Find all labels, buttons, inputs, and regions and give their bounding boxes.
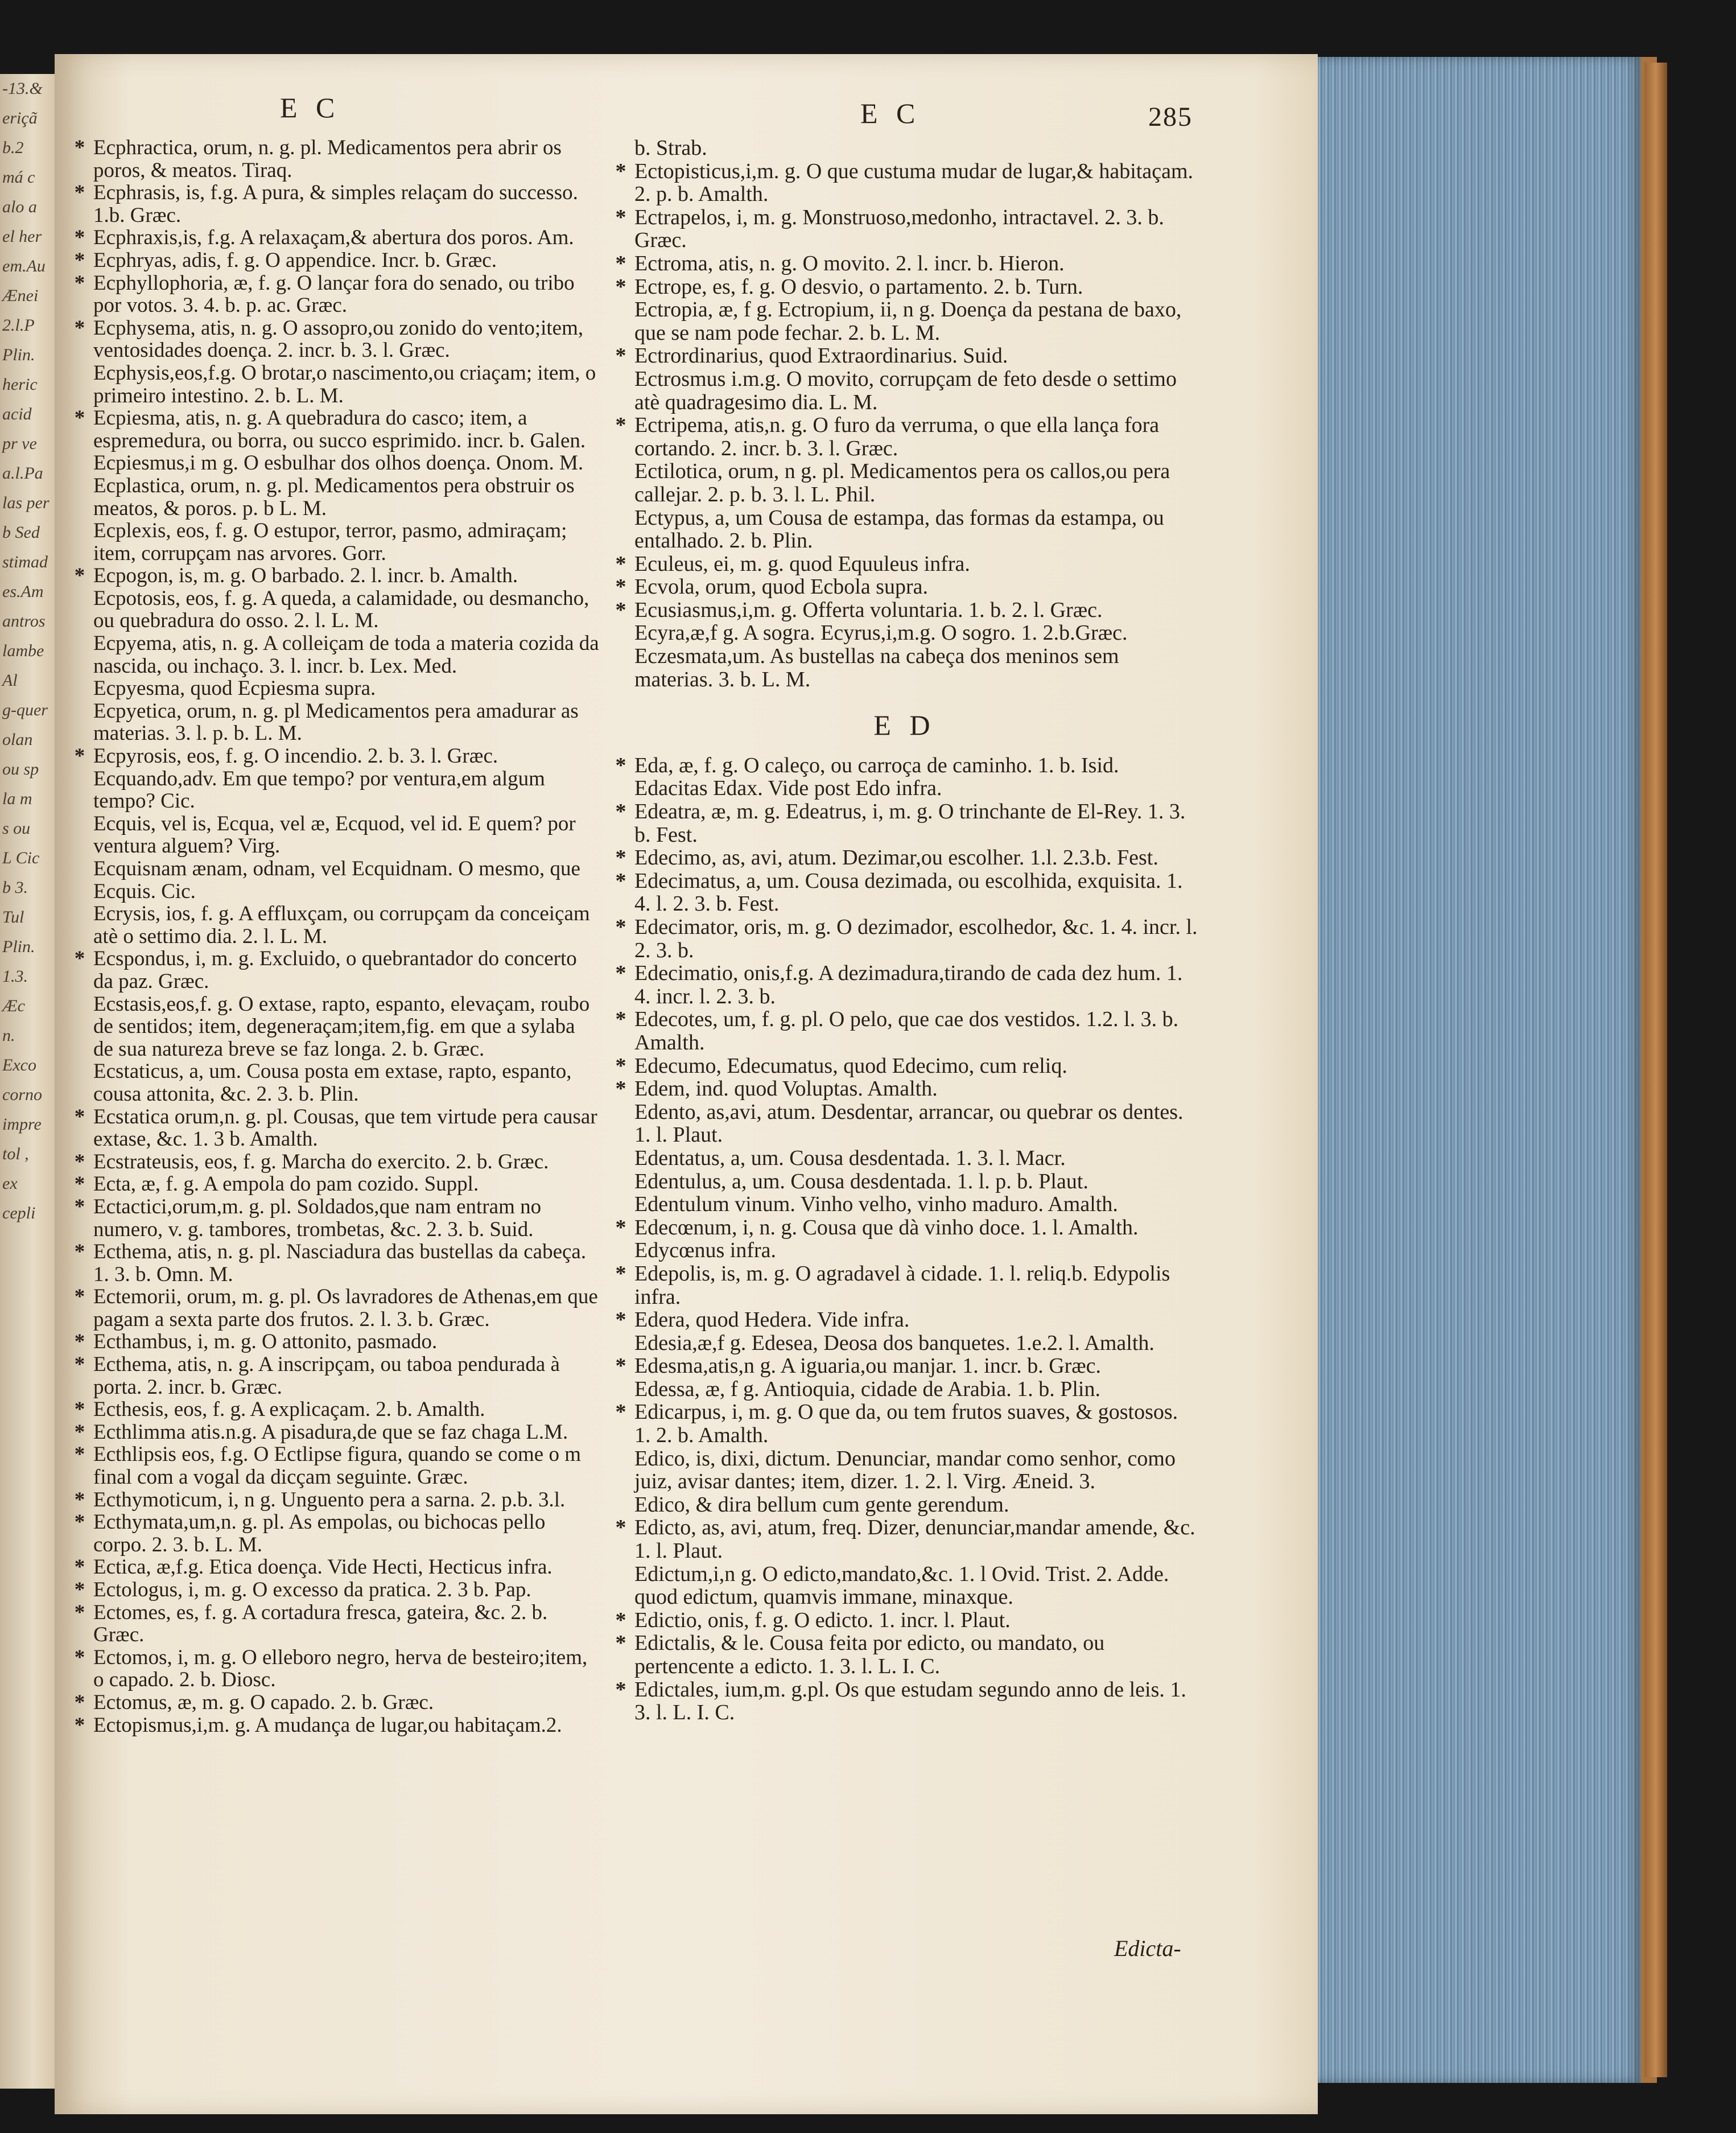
asterisk-mark: * <box>74 1713 85 1737</box>
dictionary-entry <box>71 137 600 182</box>
asterisk-mark: * <box>74 316 85 340</box>
entry-text: Edictales, ium,m. g.pl. Os que estudam segundo anno de leis. 1. 3. l. L. I. C. <box>634 1677 1186 1725</box>
asterisk-mark: * <box>615 274 626 299</box>
dictionary-entry <box>612 1493 1198 1517</box>
asterisk-mark: * <box>615 598 626 622</box>
asterisk-mark: * <box>74 226 85 250</box>
entry-text: Ecphraxis,is, f.g. A relaxaçam,& abertura dos poros. Am. <box>93 226 574 250</box>
asterisk-mark: * <box>615 1631 626 1656</box>
entry-text: Ectypus, a, um Cousa de estampa, das formas da estampa, ou entalhado. 2. b. Plin. <box>634 505 1164 553</box>
previous-page-fragment: corno <box>2 1085 42 1104</box>
entry-text: Ecphysema, atis, n. g. O assopro,ou zonido do vento;item, ventosidades doença. 2. incr. b. 3. l. Græc. <box>93 316 584 363</box>
asterisk-mark: * <box>615 753 626 777</box>
dictionary-entry <box>612 160 1198 206</box>
previous-page-fragment: Æc <box>2 997 25 1015</box>
previous-page-fragment: olan <box>2 730 33 749</box>
entry-text: Ecquis, vel is, Ecqua, vel æ, Ecquod, vel id. E quem? por ventura alguem? Virg. <box>93 812 576 858</box>
dictionary-entry <box>612 460 1198 506</box>
asterisk-mark: * <box>74 181 85 205</box>
dictionary-entry <box>612 1216 1198 1262</box>
asterisk-mark: * <box>74 947 85 971</box>
section-heading-ed: E D <box>873 709 936 742</box>
right-column <box>612 137 1198 1724</box>
dictionary-entry <box>612 1008 1198 1054</box>
asterisk-mark: * <box>74 1600 85 1624</box>
dictionary-entry <box>612 275 1198 299</box>
dictionary-entry <box>71 362 600 407</box>
entry-text: Edentulus, a, um. Cousa desdentada. 1. l. p. b. Plaut. <box>634 1169 1088 1193</box>
asterisk-mark: * <box>615 1053 626 1078</box>
entry-text: Edentulum vinum. Vinho velho, vinho maduro. Amalth. <box>634 1192 1118 1217</box>
entry-text: Ecthymata,um,n. g. pl. As empolas, ou bichocas pello corpo. 2. 3. b. L. M. <box>93 1510 546 1556</box>
dictionary-entry <box>71 1646 600 1691</box>
previous-page-fragment: tol , <box>2 1144 29 1163</box>
entry-text: Edicto, as, avi, atum, freq. Dizer, denunciar,mandar amende, &c. 1. l. Plaut. <box>634 1516 1195 1563</box>
asterisk-mark: * <box>74 1690 85 1714</box>
dictionary-entry <box>612 1147 1198 1170</box>
dictionary-entry <box>612 846 1198 870</box>
dictionary-entry <box>71 1196 600 1241</box>
entry-text: Edictum,i,n g. O edicto,mandato,&c. 1. l Ovid. Trist. 2. Adde. quod edictum, quamvis immane, minaxque. <box>634 1562 1169 1609</box>
entry-text: Ecphryas, adis, f. g. O appendice. Incr. b. Græc. <box>93 248 497 272</box>
entry-text: Ectopismus,i,m. g. A mudança de lugar,ou habitaçam.2. <box>93 1713 562 1737</box>
catchword: Edicta- <box>1114 1936 1181 1961</box>
entry-text: Edera, quod Hedera. Vide infra. <box>634 1308 910 1332</box>
entry-text: Ectica, æ,f.g. Etica doença. Vide Hecti, Hecticus infra. <box>93 1555 552 1579</box>
entry-text: Ectactici,orum,m. g. pl. Soldados,que nam entram no numero, v. g. tambores, trombetas, &c. 2. 3. b. Suid. <box>93 1195 542 1241</box>
previous-page-fragment: s ou <box>2 819 31 838</box>
dictionary-entry <box>612 1354 1198 1378</box>
entry-text: Ecphractica, orum, n. g. pl. Medicamentos pera abrir os poros, & meatos. Tiraq. <box>93 136 562 182</box>
dictionary-entry <box>71 182 600 227</box>
dictionary-entry <box>71 677 600 700</box>
entry-text: Ecpyrosis, eos, f. g. O incendio. 2. b. 3. l. Græc. <box>93 744 498 768</box>
dictionary-entry <box>612 344 1198 368</box>
previous-page-fragment: cepli <box>2 1204 36 1222</box>
dictionary-entry <box>612 1101 1198 1147</box>
dictionary-entry <box>612 916 1198 962</box>
entry-text: Ectilotica, orum, n g. pl. Medicamentos pera os callos,ou pera callejar. 2. p. b. 3. l. L. Phil. <box>634 459 1170 507</box>
entry-text: Ecquando,adv. Em que tempo? por ventura,em algum tempo? Cic. <box>93 767 545 813</box>
entry-text: Ecrysis, ios, f. g. A effluxçam, ou corrupçam da conceiçam atè o settimo dia. 2. l. L. M. <box>93 902 590 948</box>
entry-text: Ectologus, i, m. g. O excesso da pratica. 2. 3 b. Pap. <box>93 1578 531 1601</box>
page-number: 285 <box>1148 102 1193 132</box>
asterisk-mark: * <box>615 1608 626 1632</box>
entry-text: Ecstasis,eos,f. g. O extase, rapto, espanto, elevaçam, roubo de sentidos; item, degeneraçam;item,fig. em que a sylaba de sua natureza breve se faz longa. 2. b. Græc. <box>93 992 590 1061</box>
previous-page-fragment: ex <box>2 1174 18 1193</box>
entry-text: Ecstaticus, a, um. Cousa posta em extase, rapto, espanto, cousa attonita, &c. 2. 3. b. Plin. <box>93 1060 572 1106</box>
entry-text: Ectrosmus i.m.g. O movito, corrupçam de feto desde o settimo atè quadragesimo dia. L. M. <box>634 367 1177 414</box>
asterisk-mark: * <box>74 1645 85 1669</box>
dictionary-entry <box>612 252 1198 275</box>
entry-text: Ecthymoticum, i, n g. Unguento pera a sarna. 2. p.b. 3.l. <box>93 1488 566 1512</box>
dictionary-entry <box>71 520 600 565</box>
entry-text: Ecstrateusis, eos, f. g. Marcha do exercito. 2. b. Græc. <box>93 1150 549 1173</box>
asterisk-mark: * <box>615 1261 626 1286</box>
asterisk-mark: * <box>74 406 85 430</box>
dictionary-entry <box>612 206 1198 252</box>
dictionary-entry <box>612 1170 1198 1193</box>
dictionary-entry <box>71 1286 600 1331</box>
dictionary-entry <box>612 298 1198 344</box>
entry-text: Eculeus, ei, m. g. quod Equuleus infra. <box>634 551 970 576</box>
entry-text: Edictalis, & le. Cousa feita por edicto, ou mandato, ou pertencente a edicto. 1. 3. l. L. I. C. <box>634 1631 1105 1678</box>
dictionary-entry <box>71 452 600 475</box>
entry-text: Ecpiesmus,i m g. O esbulhar dos olhos doença. Onom. M. <box>93 451 584 475</box>
asterisk-mark: * <box>74 1420 85 1444</box>
entry-text: Edicarpus, i, m. g. O que da, ou tem frutos suaves, & gostosos. 1. 2. b. Amalth. <box>634 1400 1178 1448</box>
dictionary-entry <box>612 1678 1198 1724</box>
left-column <box>71 137 600 1736</box>
dictionary-entry <box>612 507 1198 553</box>
asterisk-mark: * <box>74 1172 85 1196</box>
dictionary-entry <box>71 700 600 745</box>
dictionary-entry <box>71 948 600 993</box>
entry-text: Ecpyema, atis, n. g. A colleiçam de toda a materia cozida da nascida, ou inchaço. 3. l. incr. b. Lex. Med. <box>93 632 599 678</box>
entry-text: Edem, ind. quod Voluptas. Amalth. <box>634 1077 938 1101</box>
asterisk-mark: * <box>615 1308 626 1332</box>
previous-page-fragment: lambe <box>2 641 44 660</box>
dictionary-entry <box>612 1055 1198 1078</box>
dictionary-entry <box>71 1556 600 1579</box>
entry-text: Ectroma, atis, n. g. O movito. 2. l. incr. b. Hieron. <box>634 251 1065 275</box>
dictionary-entry <box>612 1609 1198 1632</box>
asterisk-mark: * <box>74 1488 85 1512</box>
previous-page-fragment: b Sed <box>2 523 40 542</box>
dictionary-entry <box>71 1421 600 1444</box>
entry-text: Ectripema, atis,n. g. O furo da verruma, o que ella lança fora cortando. 2. incr. b. 3. l. Græc. <box>634 413 1160 460</box>
ed-entries <box>612 754 1198 1724</box>
asterisk-mark: * <box>74 1105 85 1129</box>
entry-text: Edeatra, æ, m. g. Edeatrus, i, m. g. O trinchante de El-Rey. 1. 3. b. Fest. <box>634 800 1186 847</box>
ec-entries <box>612 137 1198 691</box>
dictionary-entry <box>612 1308 1198 1332</box>
dictionary-entry <box>612 870 1198 916</box>
asterisk-mark: * <box>615 800 626 824</box>
entry-text: Ecphysis,eos,f.g. O brotar,o nascimento,ou criaçam; item, o primeiro intestino. 2. b. L. M. <box>93 361 596 407</box>
asterisk-mark: * <box>615 1077 626 1101</box>
dictionary-entry <box>71 1714 600 1737</box>
previous-page-fragment: impre <box>2 1115 42 1134</box>
previous-page-fragment: L Cic <box>2 849 40 867</box>
dictionary-entry <box>71 565 600 587</box>
asterisk-mark: * <box>615 868 626 893</box>
dictionary-entry <box>612 414 1198 460</box>
dictionary-entry <box>71 858 600 903</box>
asterisk-mark: * <box>615 159 626 183</box>
asterisk-mark: * <box>615 344 626 368</box>
asterisk-mark: * <box>615 575 626 599</box>
previous-page-fragment: 1.3. <box>2 967 28 986</box>
dictionary-entry <box>612 553 1198 576</box>
entry-text: Ecplexis, eos, f. g. O estupor, terror, pasmo, admiraçam; item, corrupçam nas arvores. Gorr. <box>93 519 567 565</box>
entry-text: Ectopisticus,i,m. g. O que custuma mudar de lugar,& habitaçam. 2. p. b. Amalth. <box>634 159 1194 207</box>
entry-text: Ecthambus, i, m. g. O attonito, pasmado. <box>93 1330 438 1354</box>
entry-text: Ectrapelos, i, m. g. Monstruoso,medonho, intractavel. 2. 3. b. Græc. <box>634 205 1164 253</box>
asterisk-mark: * <box>615 1215 626 1240</box>
entry-text: Ecvola, orum, quod Ecbola supra. <box>634 575 929 599</box>
entry-text: Ecstatica orum,n. g. pl. Cousas, que tem virtude pera causar extase, &c. 1. 3 b. Amalth. <box>93 1105 597 1151</box>
asterisk-mark: * <box>74 248 85 272</box>
entry-text: Edictio, onis, f. g. O edicto. 1. incr. l. Plaut. <box>634 1608 1011 1632</box>
dictionary-entry <box>612 1378 1198 1401</box>
previous-page-fragment: b 3. <box>2 878 28 897</box>
entry-text: Edentatus, a, um. Cousa desdentada. 1. 3. l. Macr. <box>634 1146 1066 1170</box>
dictionary-entry <box>612 1516 1198 1562</box>
previous-page-fragment: eriçã <box>2 109 38 127</box>
entry-text: Ecspondus, i, m. g. Excluido, o quebrantador do concerto da paz. Græc. <box>93 947 577 993</box>
dictionary-entry <box>71 249 600 272</box>
asterisk-mark: * <box>615 205 626 229</box>
previous-page-fragment: la m <box>2 789 32 808</box>
entry-text: Ecpiesma, atis, n. g. A quebradura do casco; item, a espremedura, ou borra, ou succo esprimido. incr. b. Galen. <box>93 406 586 452</box>
dictionary-entry <box>71 587 600 632</box>
dictionary-entry <box>612 1401 1198 1447</box>
previous-page-fragment: acid <box>2 405 32 423</box>
dictionary-entry <box>71 903 600 948</box>
dictionary-entry <box>71 1241 600 1286</box>
previous-page-fragment: b.2 <box>2 138 24 157</box>
previous-page-fragment: Plin. <box>2 937 35 956</box>
asterisk-mark: * <box>615 961 626 986</box>
asterisk-mark: * <box>615 846 626 870</box>
asterisk-mark: * <box>74 744 85 768</box>
previous-page-fragment: Ænei <box>2 286 39 305</box>
asterisk-mark: * <box>615 251 626 275</box>
dictionary-entry <box>612 800 1198 846</box>
asterisk-mark: * <box>74 1578 85 1601</box>
dictionary-entry <box>612 368 1198 414</box>
asterisk-mark: * <box>74 1285 85 1309</box>
previous-page-fragment: em.Au <box>2 257 46 275</box>
dictionary-entry <box>71 745 600 768</box>
entry-text: Edecotes, um, f. g. pl. O pelo, que cae dos vestidos. 1.2. l. 3. b. Amalth. <box>634 1007 1179 1055</box>
previous-page-fragment: -13.& <box>2 79 43 98</box>
entry-text: Ectropia, æ, f g. Ectropium, ii, n g. Doença da pestana de baxo, que se nam pode fechar. 2. b. L. M. <box>634 298 1182 345</box>
dictionary-entry <box>71 768 600 813</box>
entry-text: Ecta, æ, f. g. A empola do pam cozido. Suppl. <box>93 1172 479 1196</box>
dictionary-entry <box>612 962 1198 1008</box>
dictionary-entry <box>71 407 600 452</box>
entry-text: b. Strab. <box>634 136 707 160</box>
asterisk-mark: * <box>615 915 626 939</box>
dictionary-entry <box>71 1443 600 1488</box>
previous-page-fragment: a.l.Pa <box>2 464 43 483</box>
dictionary-entry <box>71 1489 600 1512</box>
entry-text: Ectomes, es, f. g. A cortadura fresca, gateira, &c. 2. b. Græc. <box>93 1600 548 1647</box>
asterisk-mark: * <box>74 1443 85 1467</box>
running-head-left: E C <box>280 92 341 123</box>
dictionary-entry <box>71 1601 600 1646</box>
entry-text: Edecimatio, onis,f.g. A dezimadura,tirando de cada dez hum. 1. 4. incr. l. 2. 3. b. <box>634 961 1183 1008</box>
entry-text: Eczesmata,um. As bustellas na cabeça dos meninos sem materias. 3. b. L. M. <box>634 644 1119 691</box>
asterisk-mark: * <box>74 1353 85 1377</box>
previous-page-fragment: n. <box>2 1026 15 1045</box>
dictionary-entry <box>71 813 600 858</box>
dictionary-entry <box>71 1331 600 1353</box>
entry-text: Edecimatus, a, um. Cousa dezimada, ou escolhida, exquisita. 1. 4. l. 2. 3. b. Fest. <box>634 868 1183 916</box>
entry-text: Ecpogon, is, m. g. O barbado. 2. l. incr. b. Amalth. <box>93 564 518 588</box>
previous-page-fragment: má c <box>2 168 35 187</box>
asterisk-mark: * <box>615 1007 626 1032</box>
previous-page-fragment: Plin. <box>2 345 35 364</box>
dictionary-entry <box>612 1077 1198 1101</box>
asterisk-mark: * <box>615 1400 626 1424</box>
entry-text: Ectemorii, orum, m. g. pl. Os lavradores de Athenas,em que pagam a sexta parte dos frutos. 2. l. 3. b. Græc. <box>93 1285 598 1331</box>
entry-text: Edento, as,avi, atum. Desdentar, arrancar, ou quebrar os dentes. 1. l. Plaut. <box>634 1100 1184 1147</box>
asterisk-mark: * <box>74 1240 85 1264</box>
entry-text: Ecyra,æ,f g. A sogra. Ecyrus,i,m.g. O sogro. 1. 2.b.Græc. <box>634 621 1128 645</box>
entry-text: Edesma,atis,n g. A iguaria,ou manjar. 1. incr. b. Græc. <box>634 1354 1102 1378</box>
asterisk-mark: * <box>74 1150 85 1173</box>
previous-page-fragment: antros <box>2 612 46 631</box>
entry-text: Ecphyllophoria, æ, f. g. O lançar fora do senado, ou tribo por votos. 3. 4. b. p. ac. Græc. <box>93 271 575 318</box>
asterisk-mark: * <box>615 413 626 438</box>
entry-text: Edessa, æ, f g. Antioquia, cidade de Arabia. 1. b. Plin. <box>634 1377 1100 1401</box>
dictionary-entry <box>71 993 600 1061</box>
previous-page-fragment: 2.l.P <box>2 316 35 335</box>
asterisk-mark: * <box>74 1555 85 1579</box>
entry-text: Ecpotosis, eos, f. g. A queda, a calamidade, ou desmancho, ou quebradura do osso. 2. l. L. M. <box>93 586 589 633</box>
dictionary-entry <box>71 1151 600 1173</box>
running-head-center: E C <box>860 97 921 129</box>
entry-text: Edepolis, is, m. g. O agradavel à cidade. 1. l. reliq.b. Edypolis infra. <box>634 1261 1170 1309</box>
dictionary-entry <box>71 475 600 520</box>
asterisk-mark: * <box>74 136 85 159</box>
previous-page-fragment: heric <box>2 375 38 394</box>
asterisk-mark: * <box>615 551 626 576</box>
previous-page-fragment: el her <box>2 227 42 246</box>
entry-text: Eda, æ, f. g. O caleço, ou carroça de caminho. 1. b. Isid. <box>634 753 1119 777</box>
entry-text: Ectomos, i, m. g. O elleboro negro, herva de besteiro;item, o capado. 2. b. Diosc. <box>93 1645 588 1692</box>
entry-text: Ecthema, atis, n. g. A inscripçam, ou taboa pendurada à porta. 2. incr. b. Græc. <box>93 1353 560 1399</box>
asterisk-mark: * <box>74 1195 85 1218</box>
entry-text: Ecthema, atis, n. g. pl. Nasciadura das bustellas da cabeça. 1. 3. b. Omn. M. <box>93 1240 587 1286</box>
dictionary-entry <box>612 1632 1198 1678</box>
entry-text: Ecthesis, eos, f. g. A explicaçam. 2. b. Amalth. <box>93 1398 485 1422</box>
previous-page-fragment: es.Am <box>2 582 44 601</box>
dictionary-entry <box>612 1262 1198 1308</box>
previous-page-fragment: alo a <box>2 197 37 216</box>
entry-text: Ecphrasis, is, f.g. A pura, & simples relaçam do successo. 1.b. Græc. <box>93 181 578 227</box>
entry-text: Ectrope, es, f. g. O desvio, o partamento. 2. b. Turn. <box>634 274 1083 299</box>
previous-page-fragment: Al <box>2 671 18 690</box>
dictionary-entry <box>612 621 1198 645</box>
dictionary-entry <box>71 632 600 677</box>
dictionary-entry <box>612 754 1198 777</box>
dictionary-entry <box>71 1106 600 1151</box>
asterisk-mark: * <box>74 1398 85 1422</box>
asterisk-mark: * <box>615 1354 626 1378</box>
asterisk-mark: * <box>74 564 85 588</box>
dictionary-entry <box>71 1060 600 1105</box>
dictionary-entry <box>71 1691 600 1714</box>
previous-page-edge <box>0 74 56 2089</box>
entry-text: Edecimo, as, avi, atum. Dezimar,ou escolher. 1.l. 2.3.b. Fest. <box>634 846 1158 870</box>
previous-page-fragment: g-quer <box>2 701 48 719</box>
dictionary-entry <box>612 1563 1198 1609</box>
entry-text: Ectomus, æ, m. g. O capado. 2. b. Græc. <box>93 1690 434 1714</box>
dictionary-entry <box>71 1398 600 1421</box>
asterisk-mark: * <box>74 1510 85 1534</box>
dictionary-entry <box>71 1511 600 1556</box>
previous-page-fragment: Tul <box>2 908 24 927</box>
dictionary-entry <box>612 137 1198 160</box>
dictionary-entry <box>612 575 1198 599</box>
entry-text: Ecthlimma atis.n.g. A pisadura,de que se faz chaga L.M. <box>93 1420 568 1444</box>
asterisk-mark: * <box>74 271 85 295</box>
previous-page-fragment: pr ve <box>2 434 37 453</box>
entry-text: Edico, is, dixi, dictum. Denunciar, mandar como senhor, como juiz, avisar dantes; item, dizer. 1. 2. l. Virg. Æneid. 3. <box>634 1446 1176 1494</box>
entry-text: Ecusiasmus,i,m. g. Offerta voluntaria. 1. b. 2. l. Græc. <box>634 598 1103 622</box>
book-fore-edge <box>1286 57 1657 2083</box>
entry-text: Ectrordinarius, quod Extraordinarius. Suid. <box>634 344 1008 368</box>
dictionary-entry <box>612 1447 1198 1493</box>
entry-text: Ecthlipsis eos, f.g. O Ectlipse figura, quando se come o m final com a vogal da dicçam seguinte. Græc. <box>93 1443 581 1489</box>
dictionary-entry <box>71 227 600 249</box>
previous-page-fragment: ou sp <box>2 760 39 779</box>
asterisk-mark: * <box>615 1677 626 1702</box>
entry-text: Ecplastica, orum, n. g. pl. Medicamentos pera obstruir os meatos, & poros. p. b L. M. <box>93 473 575 520</box>
entry-text: Edico, & dira bellum cum gente gerendum. <box>634 1492 1009 1517</box>
entry-text: Ecpyetica, orum, n. g. pl Medicamentos pera amadurar as materias. 3. l. p. b. L. M. <box>93 699 579 746</box>
dictionary-entry <box>71 317 600 362</box>
entry-text: Ecpyesma, quod Ecpiesma supra. <box>93 677 376 701</box>
book-cover-edge <box>1644 63 1667 2077</box>
dictionary-entry <box>612 599 1198 622</box>
previous-page-fragment: stimad <box>2 553 48 571</box>
entry-text: Edacitas Edax. Vide post Edo infra. <box>634 776 942 801</box>
entry-text: Edecœnum, i, n. g. Cousa que dà vinho doce. 1. l. Amalth. Edycœnus infra. <box>634 1215 1139 1263</box>
dictionary-entry <box>612 777 1198 800</box>
entry-text: Edecumo, Edecumatus, quod Edecimo, cum reliq. <box>634 1053 1067 1078</box>
dictionary-entry <box>71 1579 600 1601</box>
previous-page-fragment: Exco <box>2 1056 36 1074</box>
previous-page-fragment: las per <box>2 493 50 512</box>
dictionary-entry <box>612 645 1198 691</box>
asterisk-mark: * <box>615 1516 626 1540</box>
asterisk-mark: * <box>74 1330 85 1354</box>
dictionary-entry <box>612 1193 1198 1216</box>
entry-text: Edesia,æ,f g. Edesea, Deosa dos banquetes. 1.e.2. l. Amalth. <box>634 1331 1154 1355</box>
dictionary-entry <box>612 1332 1198 1355</box>
dictionary-entry <box>71 1353 600 1398</box>
entry-text: Ecquisnam ænam, odnam, vel Ecquidnam. O mesmo, que Ecquis. Cic. <box>93 857 580 903</box>
dictionary-entry <box>71 1173 600 1196</box>
dictionary-entry <box>71 272 600 317</box>
entry-text: Edecimator, oris, m. g. O dezimador, escolhedor, &c. 1. 4. incr. l. 2. 3. b. <box>634 915 1198 962</box>
